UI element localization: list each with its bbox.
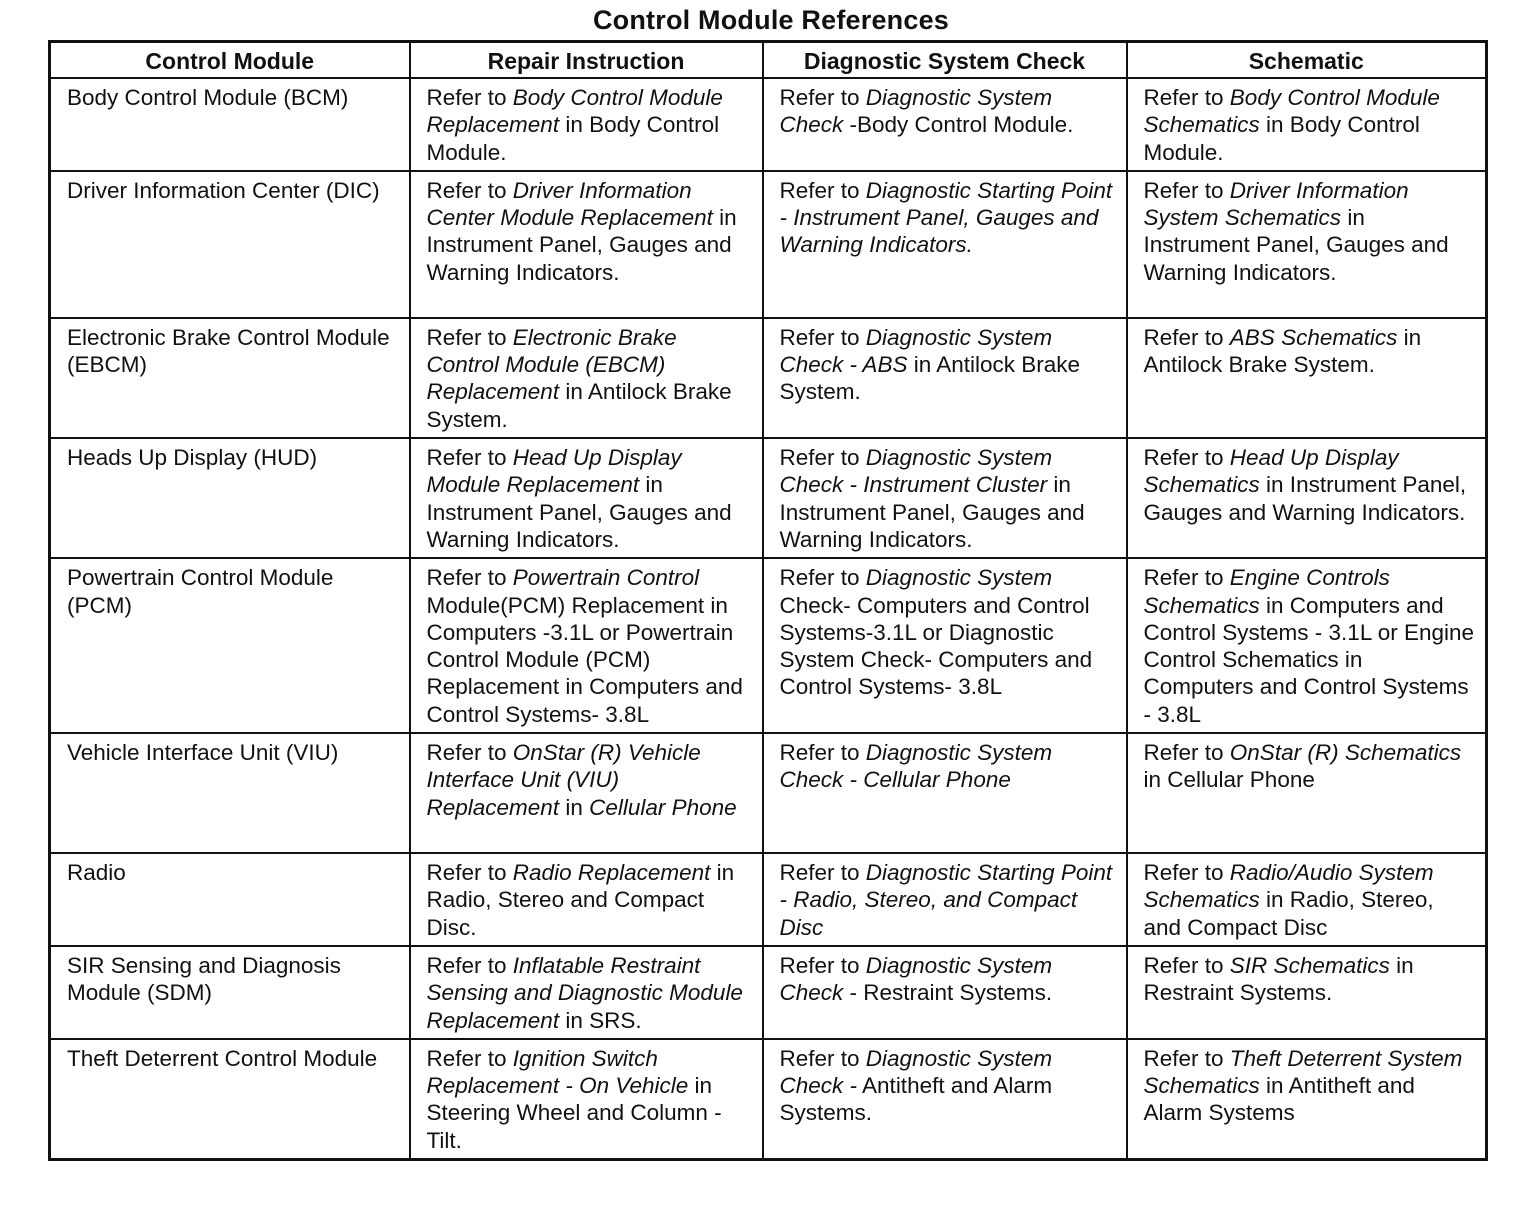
reference-text: in Antilock Brake System. — [1143, 324, 1422, 378]
reference-text: -Body Control Module. — [843, 112, 1074, 138]
reference-text: Refer to — [779, 445, 866, 471]
reference-text: Refer to — [1143, 952, 1230, 978]
cell-repair-instruction — [410, 733, 763, 853]
reference-text: Refer to — [426, 860, 513, 886]
table-row — [50, 318, 1487, 438]
cell-diagnostic-system-check — [763, 78, 1127, 171]
reference-title: Body Control Module Replacement — [426, 85, 723, 138]
cell-control-module: Electronic Brake Control Module (EBCM) — [50, 318, 410, 438]
table-row — [50, 171, 1487, 318]
reference-title: Diagnostic System Check - — [779, 1045, 1053, 1099]
table-row — [50, 558, 1487, 733]
reference-text: Refer to — [426, 445, 513, 471]
reference-text: Refer to — [779, 324, 866, 350]
cell-schematic — [1127, 78, 1487, 171]
table-row — [50, 946, 1487, 1039]
cell-diagnostic-system-check — [763, 733, 1127, 853]
reference-text: in Instrument Panel, Gauges and Warning Indicators. — [779, 472, 1085, 552]
reference-text: Refer to — [426, 85, 513, 110]
table-row — [50, 78, 1487, 171]
reference-title: Diagnostic Starting Point - Instrument Panel, Gauges and Warning Indicators. — [779, 177, 1113, 258]
page-title: Control Module References — [592, 5, 950, 35]
reference-title: Radio Replacement — [512, 860, 711, 886]
table-row — [50, 1039, 1487, 1160]
reference-text: Refer to — [1143, 565, 1230, 591]
reference-text: in Body Control Module. — [426, 112, 720, 165]
cell-diagnostic-system-check — [763, 438, 1127, 558]
cell-diagnostic-system-check — [763, 853, 1127, 946]
reference-title: SIR Schematics — [1229, 952, 1390, 978]
reference-text: Check- Computers and Control Systems-3.1L or Diagnostic System Check- Computers and Control Systems- 3.8L — [779, 592, 1093, 700]
reference-text: Refer to — [426, 740, 513, 766]
cell-schematic — [1127, 1039, 1487, 1160]
cell-control-module: Theft Deterrent Control Module — [50, 1039, 410, 1160]
reference-text: in SRS. — [559, 1007, 642, 1033]
reference-text: in Instrument Panel, Gauges and Warning Indicators. — [1143, 205, 1449, 285]
cell-diagnostic-system-check — [763, 171, 1127, 318]
cell-control-module: Driver Information Center (DIC) — [50, 171, 410, 318]
reference-text: Refer to — [779, 177, 866, 203]
table-body — [50, 78, 1487, 1160]
reference-text: Refer to — [1143, 860, 1230, 886]
reference-title: Engine Controls Schematics — [1143, 565, 1390, 618]
header-schematic: Schematic — [1127, 42, 1487, 79]
reference-text: in Computers and Control Systems - 3.1L or Engine Control Schematics in Computers and Control Systems - 3.8L — [1143, 592, 1475, 727]
cell-control-module: Powertrain Control Module (PCM) — [50, 558, 410, 733]
header-diagnostic-system-check: Diagnostic System Check — [763, 42, 1127, 79]
cell-control-module: Vehicle Interface Unit (VIU) — [50, 733, 410, 853]
cell-repair-instruction — [410, 438, 763, 558]
cell-schematic — [1127, 558, 1487, 733]
reference-title: Head Up Display Module Replacement — [426, 445, 682, 498]
cell-schematic — [1127, 171, 1487, 318]
reference-text: Antitheft and Alarm Systems. — [779, 1073, 1053, 1126]
reference-text: in — [559, 794, 590, 820]
reference-title: Diagnostic System — [865, 565, 1053, 591]
cell-diagnostic-system-check — [763, 558, 1127, 733]
reference-title: Ignition Switch Replacement - On Vehicle — [426, 1045, 689, 1099]
reference-text: in Antitheft and Alarm Systems — [1143, 1073, 1415, 1126]
cell-repair-instruction — [410, 946, 763, 1039]
reference-text: Refer to — [1143, 324, 1230, 350]
reference-text: in Antilock Brake System. — [779, 352, 1081, 405]
reference-title: Diagnostic Starting Point - Radio, Stereo, and Compact Disc — [779, 860, 1113, 940]
reference-text: in Cellular Phone — [1143, 767, 1315, 793]
reference-text: in Steering Wheel and Column - Tilt. — [426, 1073, 722, 1153]
reference-text: in Radio, Stereo and Compact Disc. — [426, 860, 735, 940]
reference-title: Electronic Brake Control Module (EBCM) Replacement — [426, 324, 677, 405]
reference-title: Body Control Module Schematics — [1143, 85, 1440, 138]
reference-title: Diagnostic System Check — [779, 952, 1053, 1006]
reference-text: Refer to — [1143, 177, 1230, 203]
reference-text: in Body Control Module. — [1143, 112, 1420, 165]
reference-text: Refer to — [1143, 445, 1230, 471]
reference-title: Diagnostic System Check - Instrument Cluster — [779, 445, 1053, 498]
table-row — [50, 853, 1487, 946]
reference-text: in Instrument Panel, Gauges and Warning Indicators. — [426, 205, 737, 285]
reference-title: Diagnostic System Check - Cellular Phone — [779, 740, 1053, 793]
reference-text: Refer to — [1143, 85, 1230, 110]
reference-text: Refer to — [779, 565, 866, 591]
cell-repair-instruction — [410, 171, 763, 318]
cell-repair-instruction — [410, 1039, 763, 1160]
cell-diagnostic-system-check — [763, 318, 1127, 438]
reference-title: Inflatable Restraint Sensing and Diagnostic Module Replacement — [426, 952, 743, 1033]
reference-title: Driver Information Center Module Replacement — [426, 177, 713, 231]
reference-title: Cellular Phone — [589, 794, 737, 820]
reference-text: in Restraint Systems. — [1143, 952, 1414, 1006]
cell-schematic — [1127, 733, 1487, 853]
cell-repair-instruction — [410, 78, 763, 171]
table-row — [50, 438, 1487, 558]
reference-title: Driver Information System Schematics — [1143, 177, 1409, 231]
reference-title: OnStar (R) Vehicle Interface Unit (VIU) Replacement — [426, 740, 701, 820]
cell-schematic — [1127, 946, 1487, 1039]
header-control-module: Control Module — [50, 42, 410, 79]
reference-text: Refer to — [779, 952, 866, 978]
reference-title: OnStar (R) Schematics — [1229, 740, 1462, 766]
reference-title: Radio/Audio System Schematics — [1143, 860, 1434, 913]
control-module-table — [48, 40, 1488, 1161]
reference-text: - Restraint Systems. — [843, 980, 1053, 1006]
cell-repair-instruction — [410, 558, 763, 733]
reference-text: in Antilock Brake System. — [426, 379, 732, 432]
cell-control-module: Heads Up Display (HUD) — [50, 438, 410, 558]
cell-schematic — [1127, 853, 1487, 946]
reference-title: Theft Deterrent System Schematics — [1143, 1045, 1463, 1099]
reference-title: Head Up Display Schematics — [1143, 445, 1399, 498]
reference-text: Refer to — [1143, 740, 1230, 766]
cell-repair-instruction — [410, 853, 763, 946]
reference-title: ABS Schematics — [1229, 324, 1398, 350]
header-repair-instruction: Repair Instruction — [410, 42, 763, 79]
cell-control-module: Radio — [50, 853, 410, 946]
reference-text: Refer to — [1143, 1045, 1230, 1071]
reference-text: Module(PCM) Replacement in Computers -3.1L or Powertrain Control Module (PCM) Replacement in Computers and Control Systems- 3.8L — [426, 592, 743, 727]
reference-text: Refer to — [779, 740, 866, 766]
reference-text: in Instrument Panel, Gauges and Warning Indicators. — [426, 472, 732, 552]
cell-diagnostic-system-check — [763, 1039, 1127, 1160]
reference-text: Refer to — [779, 860, 866, 886]
cell-schematic — [1127, 318, 1487, 438]
reference-title: Powertrain Control — [512, 565, 700, 591]
table-header-row — [50, 42, 1487, 79]
reference-text: Refer to — [779, 85, 866, 110]
cell-schematic — [1127, 438, 1487, 558]
reference-title: Diagnostic System Check - ABS — [779, 324, 1053, 378]
cell-repair-instruction — [410, 318, 763, 438]
reference-text: in Instrument Panel, Gauges and Warning Indicators. — [1143, 472, 1467, 525]
cell-control-module: SIR Sensing and Diagnosis Module (SDM) — [50, 946, 410, 1039]
cell-diagnostic-system-check — [763, 946, 1127, 1039]
reference-text: Refer to — [426, 952, 513, 978]
cell-control-module: Body Control Module (BCM) — [50, 78, 410, 171]
reference-text: Refer to — [426, 177, 513, 203]
reference-text: in Radio, Stereo, and Compact Disc — [1143, 887, 1434, 940]
reference-text: Refer to — [426, 324, 513, 350]
table-row — [50, 733, 1487, 853]
reference-text: Refer to — [426, 1045, 513, 1071]
reference-text: Refer to — [779, 1045, 866, 1071]
reference-text: Refer to — [426, 565, 513, 591]
reference-title: Diagnostic System Check — [779, 85, 1053, 138]
